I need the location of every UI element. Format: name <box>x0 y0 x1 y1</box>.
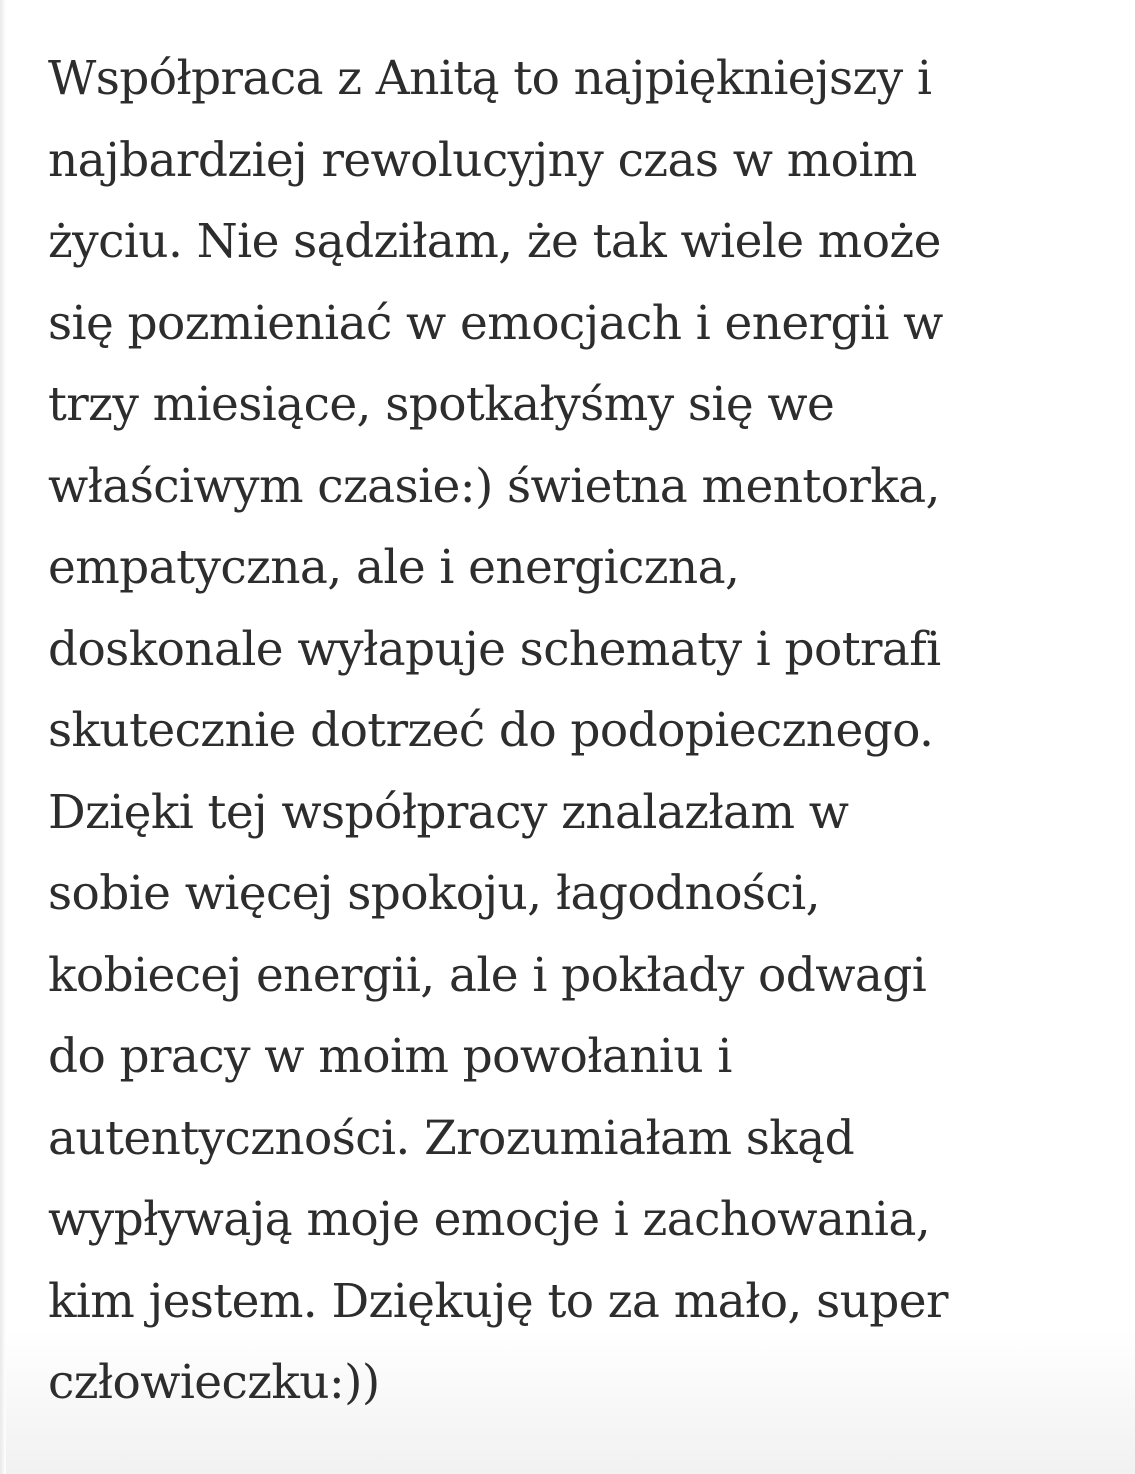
testimonial-line: do pracy w moim powołaniu i <box>48 1029 732 1084</box>
testimonial-line: skutecznie dotrzeć do podopiecznego. <box>48 703 934 758</box>
testimonial-line: człowieczku:)) <box>48 1355 380 1410</box>
testimonial-line: się pozmieniać w emocjach i energii w <box>48 295 943 351</box>
testimonial-line: empatyczna, ale i energiczna, <box>48 540 740 595</box>
testimonial-line: Dzięki tej współpracy znalazłam w <box>48 784 849 840</box>
testimonial-line: sobie więcej spokoju, łagodności, <box>48 866 820 921</box>
testimonial-line: właściwym czasie:) świetna mentorka, <box>48 458 940 514</box>
testimonial-line: najbardziej rewolucyjny czas w moim <box>48 132 917 188</box>
testimonial-line: kobiecej energii, ale i pokłady odwagi <box>48 947 927 1003</box>
testimonial-line: trzy miesiące, spotkałyśmy się we <box>48 377 835 432</box>
testimonial-line: wypływają moje emocje i zachowania, <box>48 1192 931 1247</box>
testimonial-line: doskonale wyłapuje schematy i potrafi <box>48 621 941 677</box>
left-edge-shadow <box>0 0 6 1474</box>
testimonial-line: kim jestem. Dziękuję to za mało, super <box>48 1273 948 1329</box>
testimonial-line: życiu. Nie sądziłam, że tak wiele może <box>48 214 941 269</box>
testimonial-line: Współpraca z Anitą to najpiękniejszy i <box>48 51 932 106</box>
testimonial-text <box>48 38 1108 1424</box>
testimonial-line: autentyczności. Zrozumiałam skąd <box>48 1110 855 1166</box>
